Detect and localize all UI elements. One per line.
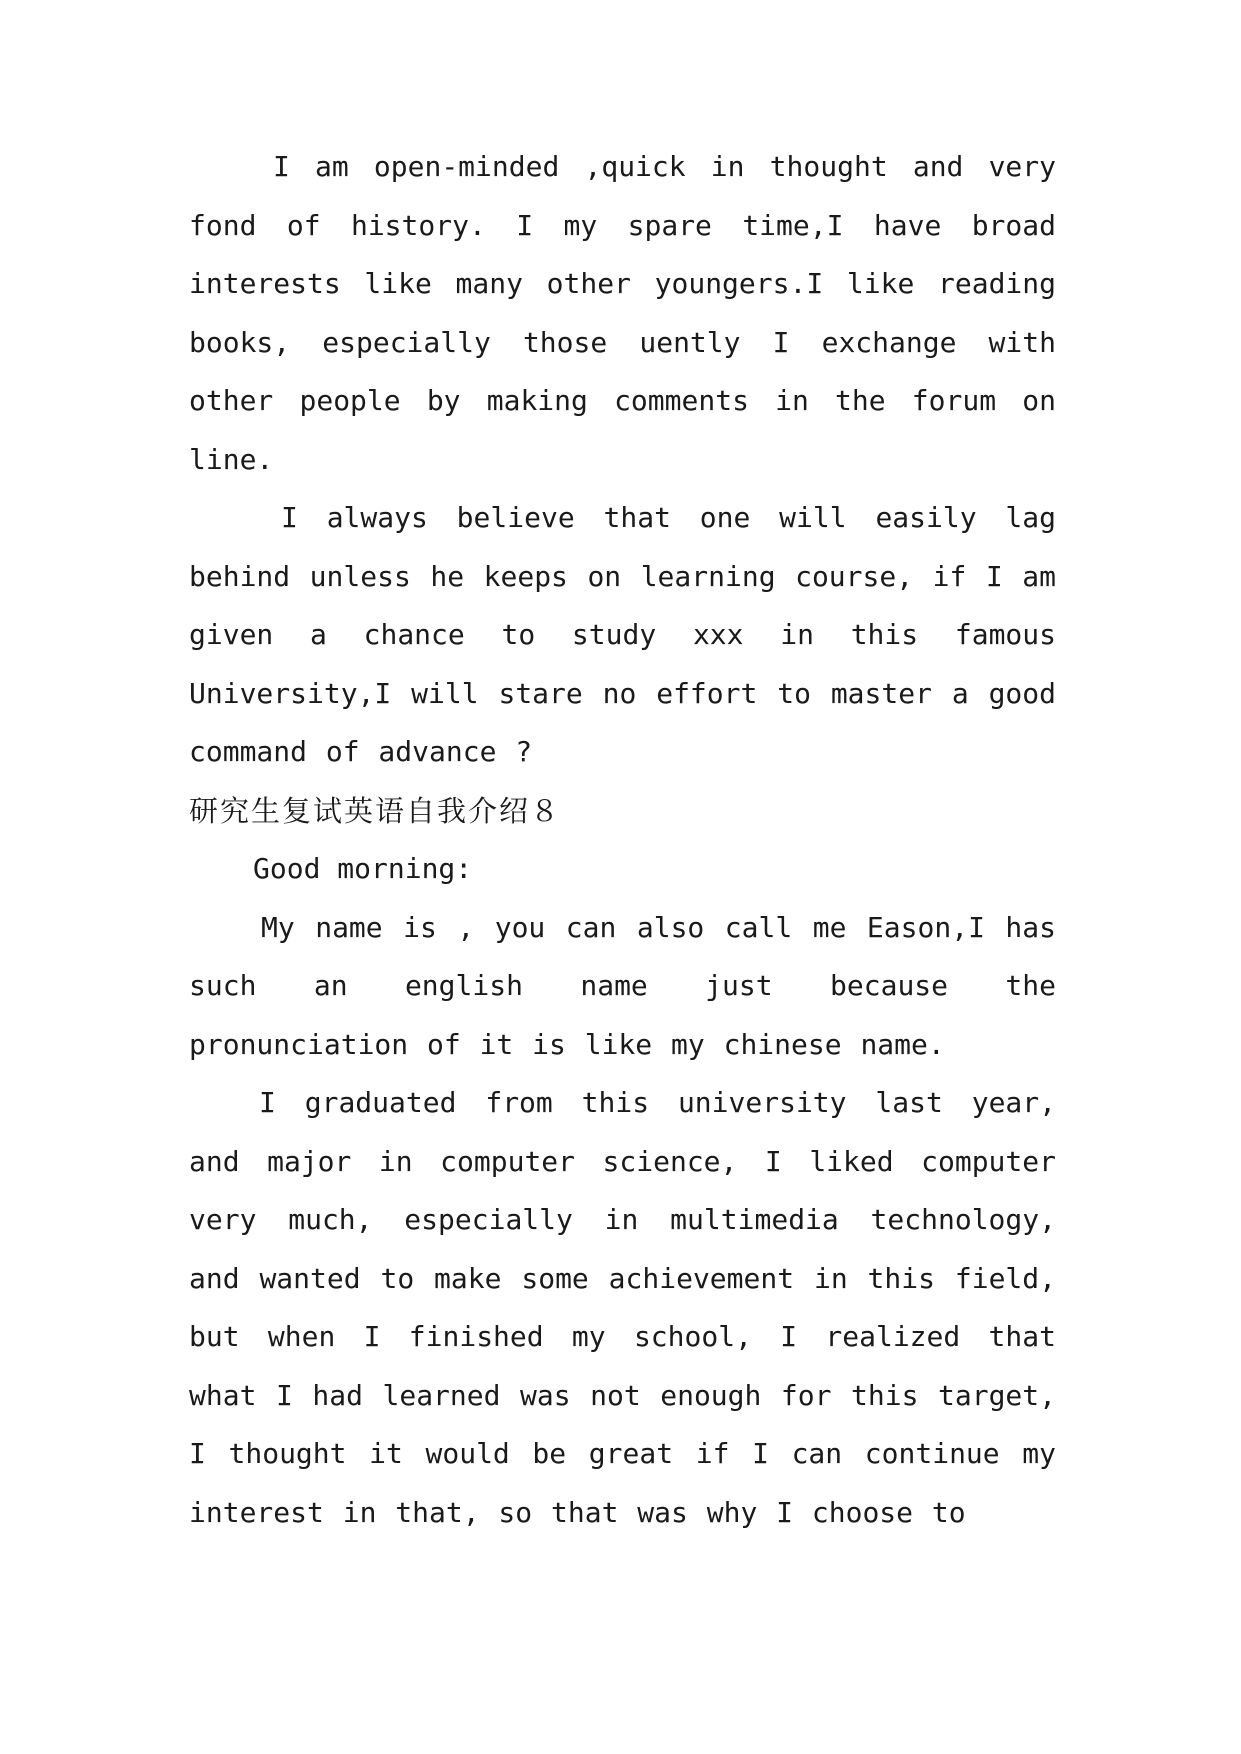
document-body [189, 138, 1056, 1542]
paragraph-graduation: I graduated from this university last year, and major in computer science, I liked computer very much, especially in multimedia technology, and wanted to make some achievement in this field, but when I finished my school, I realized that what I had learned was not enough for this target, I thought it would be great if I can continue my interest in that, so that was why I choose to [189, 1086, 1056, 1529]
paragraph-name: My name is , you can also call me Eason,I has such an english name just because the pronunciation of it is like my chinese name. [189, 910, 1056, 1061]
greeting: Good morning: [253, 852, 473, 885]
paragraph-learning: I always believe that one will easily lag behind unless he keeps on learning course, if I am given a chance to study xxx in this famous University,I will stare no effort to master a good command of advance ? [189, 501, 1056, 768]
paragraph-interests: I am open-minded ,quick in thought and very fond of history. I my spare time,I have broad interests like many other youngers.I like reading books, especially those uently I exchange with other people by making comments in the forum on line. [189, 150, 1056, 476]
section-heading: 研究生复试英语自我介绍８ [189, 793, 562, 828]
